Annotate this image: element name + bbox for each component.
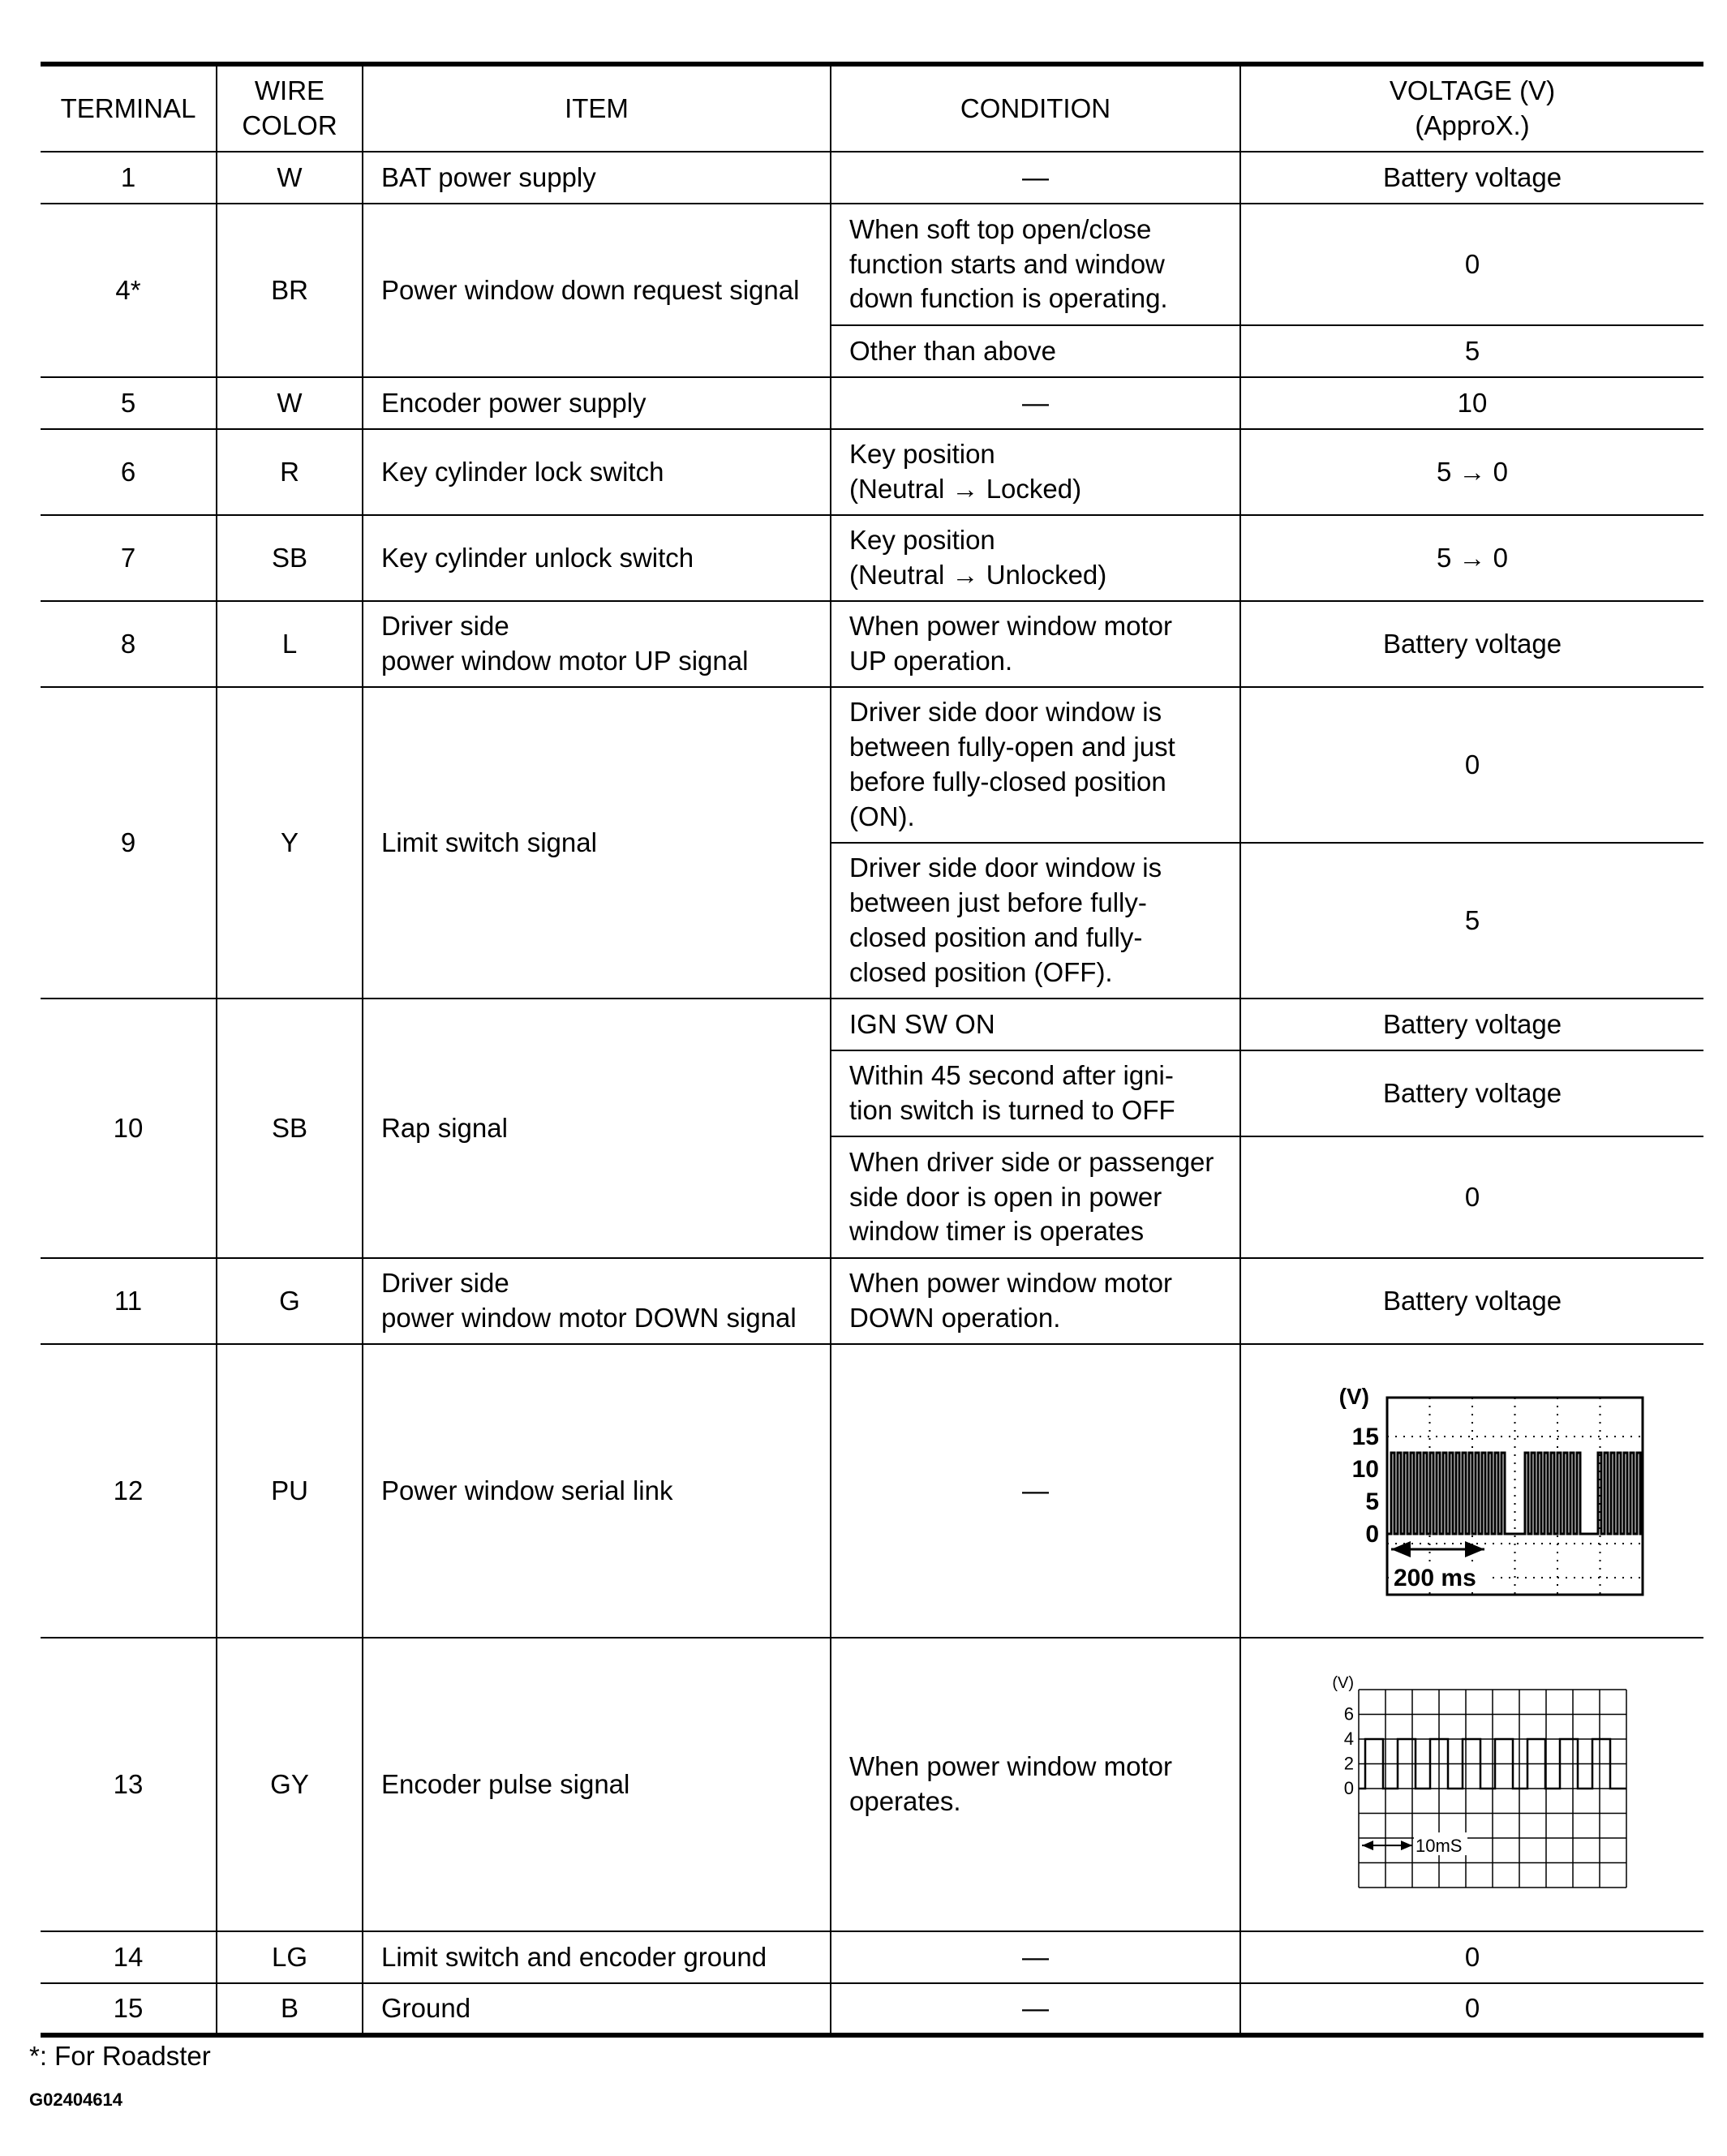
arrow-head-left xyxy=(1362,1840,1373,1850)
text-line: (ON). xyxy=(849,801,915,831)
cell-voltage: Battery voltage xyxy=(1240,1050,1703,1136)
text-line: operates. xyxy=(849,1786,961,1816)
table-row xyxy=(41,999,1703,1050)
text-line: Driver side door window is xyxy=(849,853,1162,883)
header-terminal: TERMINAL xyxy=(41,64,217,152)
cell-terminal: 12 xyxy=(41,1344,217,1638)
table-row xyxy=(41,1638,1703,1931)
cell-condition xyxy=(831,325,1240,377)
text-line: Driver side door window is xyxy=(849,697,1162,728)
arrow-head-right xyxy=(1401,1840,1412,1850)
cell-condition xyxy=(831,1258,1240,1344)
cell-wire-color: Y xyxy=(217,687,363,999)
text-line: power window motor UP signal xyxy=(381,646,749,676)
serial-link-waveform xyxy=(1298,1381,1647,1600)
cell-condition xyxy=(831,1344,1240,1638)
cell-terminal: 10 xyxy=(41,999,217,1258)
text-line: between fully-open and just xyxy=(849,732,1175,762)
time-scale-label: 200 ms xyxy=(1394,1565,1476,1591)
cell-voltage: 0 xyxy=(1240,1931,1703,1983)
cell-condition xyxy=(831,843,1240,999)
text-line: down function is operating. xyxy=(849,283,1168,314)
cell-wire-color: LG xyxy=(217,1931,363,1983)
time-scale-label: 10mS xyxy=(1416,1836,1463,1857)
text-line: side door is open in power xyxy=(849,1181,1162,1212)
cell-item xyxy=(363,152,831,204)
cell-voltage xyxy=(1240,1344,1703,1638)
text-line: Encoder power supply xyxy=(381,387,647,418)
y-tick-label: 6 xyxy=(1343,1703,1354,1724)
serial-signal-trace xyxy=(1387,1453,1643,1534)
cell-item xyxy=(363,204,831,377)
cell-voltage: 0 xyxy=(1240,1136,1703,1258)
table-row xyxy=(41,601,1703,687)
text-line: BAT power supply xyxy=(381,161,596,192)
axis-unit-label: (V) xyxy=(1338,1384,1369,1409)
header-wire-color: WIRE COLOR xyxy=(217,64,363,152)
text-line: — xyxy=(1022,1992,1049,2023)
axis-unit-label: (V) xyxy=(1332,1675,1354,1692)
y-tick-label: 0 xyxy=(1365,1521,1379,1548)
header-condition: CONDITION xyxy=(831,64,1240,152)
cell-wire-color: W xyxy=(217,377,363,429)
cell-voltage: 5 → 0 xyxy=(1240,515,1703,601)
text-line: tion switch is turned to OFF xyxy=(849,1095,1175,1125)
text-line: UP operation. xyxy=(849,646,1013,676)
text-line: Power window down request signal xyxy=(381,274,800,305)
text-line: When soft top open/close xyxy=(849,213,1152,244)
cell-voltage: 0 xyxy=(1240,204,1703,325)
table-row xyxy=(41,1983,1703,2035)
y-tick-label: 4 xyxy=(1343,1729,1354,1749)
cell-terminal: 1 xyxy=(41,152,217,204)
cell-condition xyxy=(831,515,1240,601)
cell-item xyxy=(363,687,831,999)
text-line: closed position and fully- xyxy=(849,922,1143,952)
cell-wire-color: SB xyxy=(217,999,363,1258)
text-line: before fully-closed position xyxy=(849,767,1166,797)
text-line: closed position (OFF). xyxy=(849,956,1113,987)
encoder-pulse-waveform xyxy=(1310,1675,1635,1894)
text-line: function starts and window xyxy=(849,248,1165,279)
header-row xyxy=(41,64,1703,152)
cell-condition xyxy=(831,1638,1240,1931)
table-row xyxy=(41,377,1703,429)
table-row xyxy=(41,429,1703,515)
cell-terminal: 7 xyxy=(41,515,217,601)
cell-condition xyxy=(831,1136,1240,1258)
text-line: Rap signal xyxy=(381,1112,508,1143)
cell-item xyxy=(363,1931,831,1983)
cell-wire-color: GY xyxy=(217,1638,363,1931)
cell-condition xyxy=(831,1983,1240,2035)
cell-condition xyxy=(831,1931,1240,1983)
text-line: When driver side or passenger xyxy=(849,1146,1214,1177)
text-line: Limit switch and encoder ground xyxy=(381,1941,767,1972)
figure-code: G02404614 xyxy=(29,2089,122,2110)
cell-voltage: 5 xyxy=(1240,843,1703,999)
cell-item xyxy=(363,1983,831,2035)
cell-terminal: 5 xyxy=(41,377,217,429)
text-line: between just before fully- xyxy=(849,887,1147,918)
cell-voltage: Battery voltage xyxy=(1240,999,1703,1050)
cell-voltage: 5 → 0 xyxy=(1240,429,1703,515)
text-line: IGN SW ON xyxy=(849,1008,995,1039)
text-line: Driver side xyxy=(381,611,509,642)
text-line: window timer is operates xyxy=(849,1216,1145,1247)
table-row xyxy=(41,1344,1703,1638)
cell-condition xyxy=(831,204,1240,325)
text-line: Limit switch signal xyxy=(381,827,597,857)
cell-voltage: 0 xyxy=(1240,1983,1703,2035)
text-line: Power window serial link xyxy=(381,1475,673,1505)
cell-voltage: 10 xyxy=(1240,377,1703,429)
cell-item xyxy=(363,1344,831,1638)
cell-wire-color: BR xyxy=(217,204,363,377)
cell-terminal: 11 xyxy=(41,1258,217,1344)
table-row xyxy=(41,687,1703,843)
cell-terminal: 9 xyxy=(41,687,217,999)
cell-terminal: 13 xyxy=(41,1638,217,1931)
cell-item xyxy=(363,429,831,515)
y-tick-label: 10 xyxy=(1351,1456,1379,1483)
cell-item xyxy=(363,515,831,601)
text-line: Ground xyxy=(381,1992,471,2023)
cell-item xyxy=(363,377,831,429)
text-line: — xyxy=(1022,1941,1049,1972)
cell-wire-color: G xyxy=(217,1258,363,1344)
header-voltage: VOLTAGE (V) (ApproX.) xyxy=(1240,64,1703,152)
text-line: DOWN operation. xyxy=(849,1303,1061,1333)
text-line: Key cylinder lock switch xyxy=(381,456,664,487)
cell-item xyxy=(363,999,831,1258)
text-line: — xyxy=(1022,387,1049,418)
text-line: power window motor DOWN signal xyxy=(381,1303,797,1333)
table-row xyxy=(41,152,1703,204)
cell-condition xyxy=(831,999,1240,1050)
text-line: — xyxy=(1022,1475,1049,1505)
cell-voltage: Battery voltage xyxy=(1240,1258,1703,1344)
cell-terminal: 15 xyxy=(41,1983,217,2035)
text-line: — xyxy=(1022,161,1049,192)
cell-wire-color: B xyxy=(217,1983,363,2035)
text-line: Key position xyxy=(849,525,995,556)
cell-item xyxy=(363,1258,831,1344)
cell-item xyxy=(363,601,831,687)
header-item: ITEM xyxy=(363,64,831,152)
y-tick-label: 0 xyxy=(1343,1778,1354,1798)
arrow-head-right xyxy=(1465,1541,1484,1557)
cell-condition xyxy=(831,687,1240,843)
table-row xyxy=(41,204,1703,325)
text-line: Key position xyxy=(849,439,995,470)
text-line: When power window motor xyxy=(849,1751,1172,1782)
table-row xyxy=(41,1258,1703,1344)
text-line: (Neutral → Unlocked) xyxy=(849,560,1107,590)
text-line: Other than above xyxy=(849,335,1057,366)
text-line: Driver side xyxy=(381,1268,509,1299)
cell-terminal: 14 xyxy=(41,1931,217,1983)
text-line: (Neutral → Locked) xyxy=(849,474,1082,504)
y-tick-label: 15 xyxy=(1351,1424,1379,1450)
cell-voltage: 5 xyxy=(1240,325,1703,377)
text-line: Within 45 second after igni- xyxy=(849,1060,1174,1091)
cell-voltage xyxy=(1240,1638,1703,1931)
cell-condition xyxy=(831,152,1240,204)
cell-condition xyxy=(831,429,1240,515)
cell-wire-color: L xyxy=(217,601,363,687)
cell-wire-color: W xyxy=(217,152,363,204)
cell-terminal: 8 xyxy=(41,601,217,687)
table-row xyxy=(41,515,1703,601)
footnote: *: For Roadster xyxy=(29,2041,211,2071)
terminal-table xyxy=(41,62,1703,2038)
text-line: Encoder pulse signal xyxy=(381,1768,630,1799)
cell-condition xyxy=(831,377,1240,429)
y-tick-label: 2 xyxy=(1343,1753,1354,1774)
cell-voltage: Battery voltage xyxy=(1240,152,1703,204)
table-row xyxy=(41,1931,1703,1983)
cell-condition xyxy=(831,601,1240,687)
cell-wire-color: R xyxy=(217,429,363,515)
cell-terminal: 6 xyxy=(41,429,217,515)
cell-terminal: 4* xyxy=(41,204,217,377)
cell-item xyxy=(363,1638,831,1931)
arrow-head-left xyxy=(1391,1541,1411,1557)
cell-voltage: 0 xyxy=(1240,687,1703,843)
cell-wire-color: PU xyxy=(217,1344,363,1638)
table-body xyxy=(41,152,1703,2035)
text-line: When power window motor xyxy=(849,611,1172,642)
cell-wire-color: SB xyxy=(217,515,363,601)
text-line: Key cylinder unlock switch xyxy=(381,542,694,573)
text-line: When power window motor xyxy=(849,1268,1172,1299)
cell-voltage: Battery voltage xyxy=(1240,601,1703,687)
cell-condition xyxy=(831,1050,1240,1136)
y-tick-label: 5 xyxy=(1365,1488,1379,1515)
